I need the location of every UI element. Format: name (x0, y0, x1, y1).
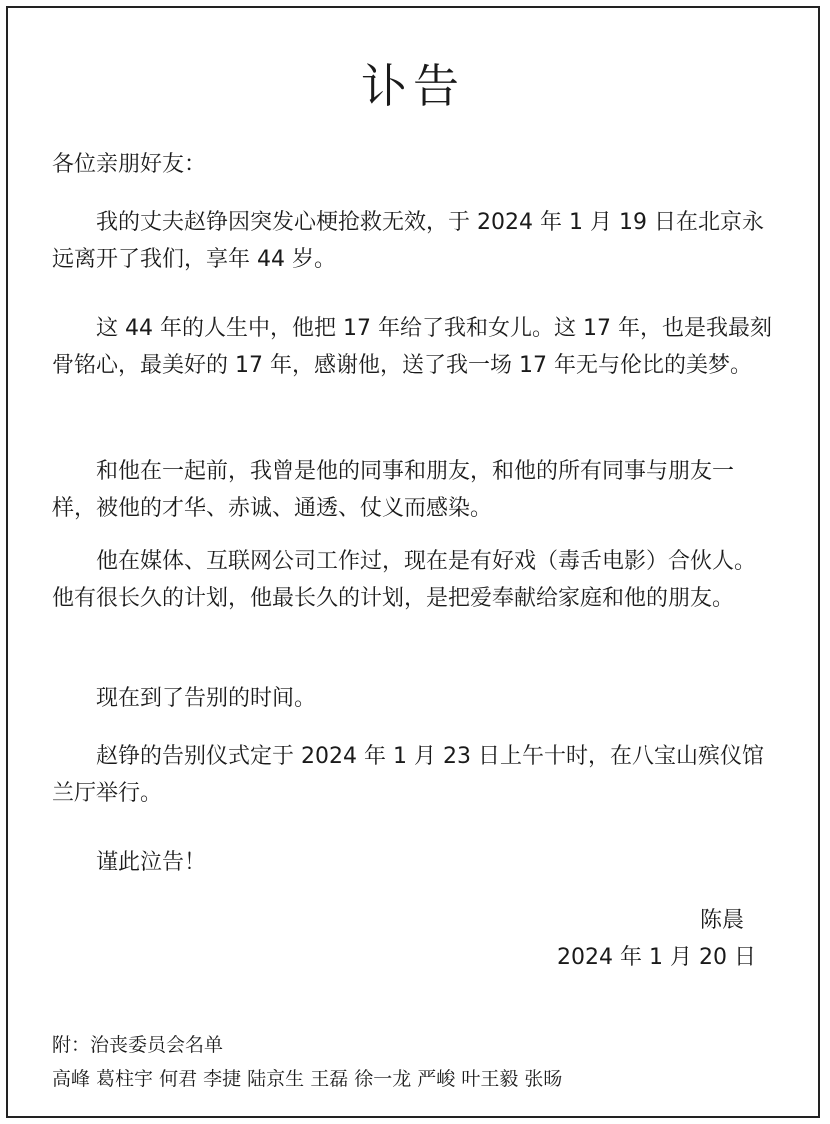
committee-names: 高峰 葛柱宇 何君 李捷 陆京生 王磊 徐一龙 严峻 叶王毅 张旸 (52, 1068, 563, 1090)
paragraph-closing: 谨此泣告！ (96, 850, 207, 875)
signature-date: 2024 年 1 月 20 日 (557, 945, 756, 970)
signature-block (557, 902, 756, 976)
paragraph-career: 他在媒体、互联网公司工作过，现在是有好戏（毒舌电影）合伙人。他有很长久的计划，他最长久的计划，是把爱奉献给家庭和他的朋友。 (52, 549, 757, 611)
signature-name: 陈晨 (699, 908, 744, 933)
appendix-label: 附：治丧委员会名单 (52, 1034, 224, 1056)
paragraph-colleagues: 和他在一起前，我曾是他的同事和朋友，和他的所有同事与朋友一样，被他的才华、赤诚、通透、仗义而感染。 (52, 459, 735, 521)
paragraph-death-notice: 我的丈夫赵铮因突发心梗抢救无效，于 2024 年 1 月 19 日在北京永远离开了我们，享年 44 岁。 (52, 210, 764, 272)
committee-section (52, 1028, 792, 1096)
salutation: 各位亲朋好友： (52, 152, 207, 177)
document-title: 讣告 (361, 59, 465, 113)
paragraph-seventeen-years: 这 44 年的人生中，他把 17 年给了我和女儿。这 17 年，也是我最刻骨铭心，最美好的 17 年，感谢他，送了我一场 17 年无与伦比的美梦。 (52, 316, 772, 378)
paragraph-farewell-time: 现在到了告别的时间。 (96, 686, 317, 711)
obituary-page (6, 6, 820, 1118)
paragraph-ceremony: 赵铮的告别仪式定于 2024 年 1 月 23 日上午十时，在八宝山殡仪馆兰厅举行。 (52, 744, 764, 806)
